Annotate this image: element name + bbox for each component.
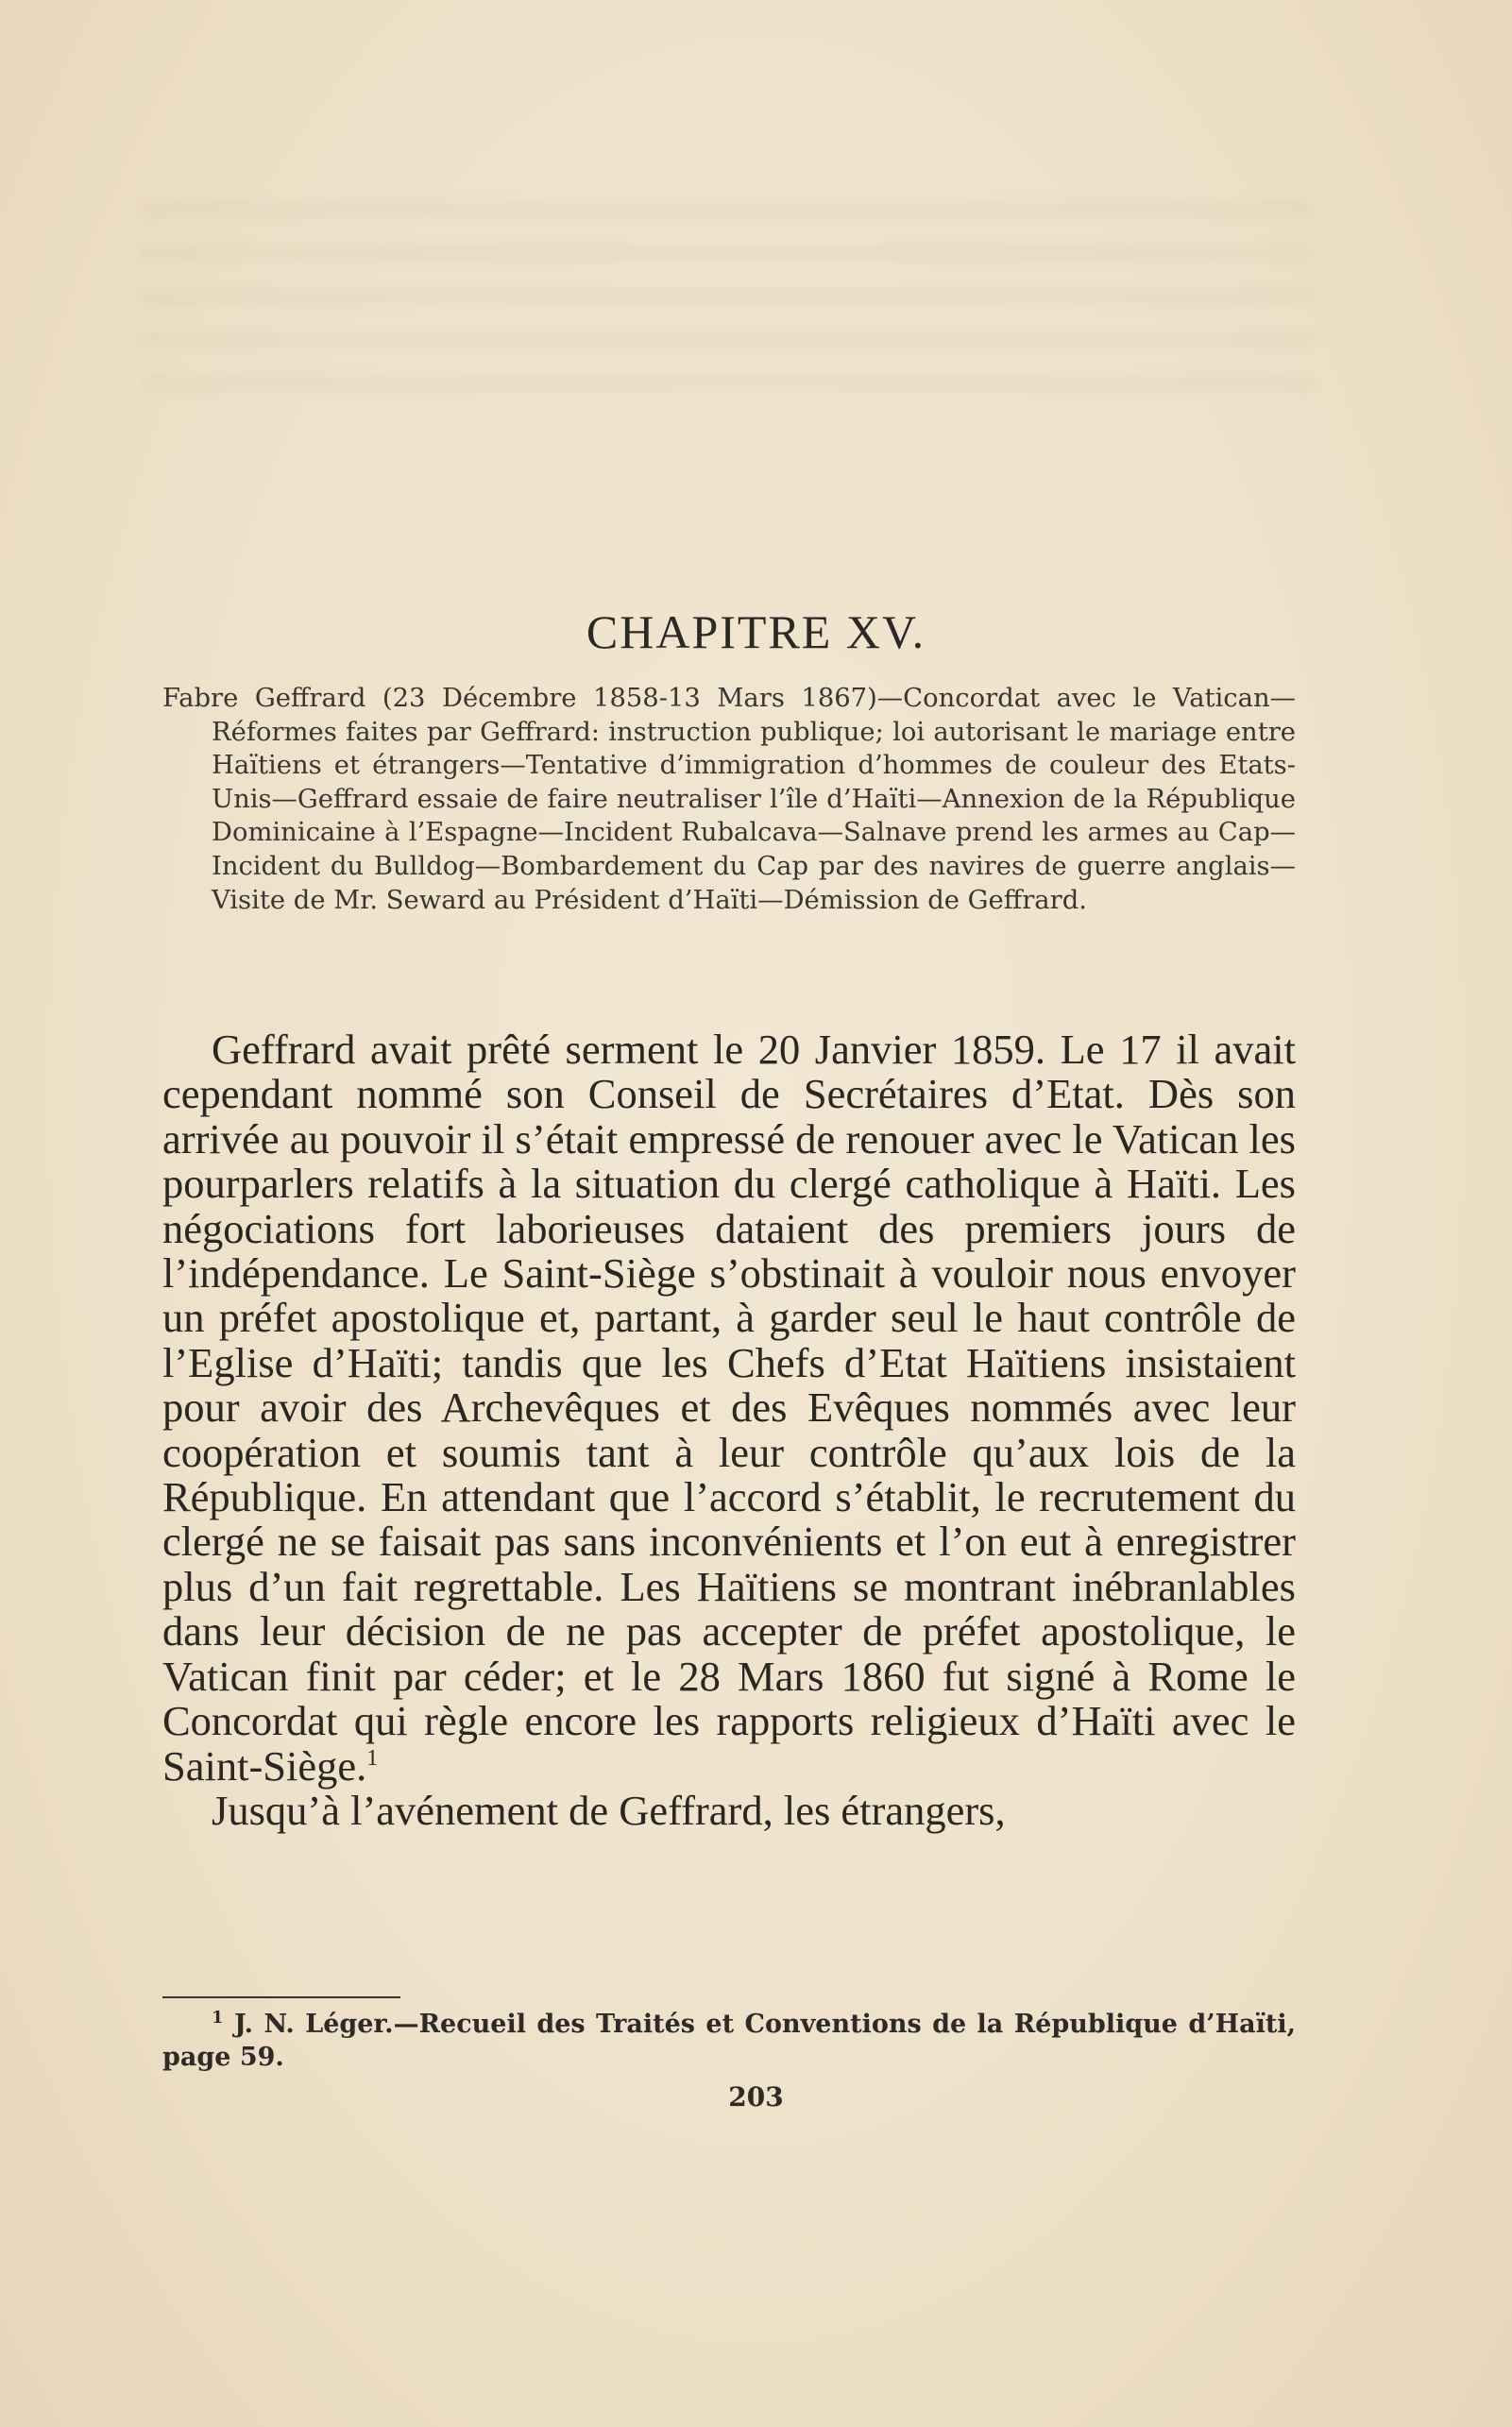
chapter-summary-text: Fabre Geffrard (23 Décembre 1858-13 Mars 1867)—Concordat avec le Vatican—Réformes faites par Geffrard: instruction publique; loi autorisant le mariage entre Haïtiens et étrangers—Tentative d’immigration d’hommes de couleur des Etats-Unis—Geffrard essaie de faire neutraliser l’île d’Haïti—Annexion de la République Dominicaine à l’Espagne—Incident Rubalcava—Salnave prend les armes au Cap—Incident du Bulldog—Bombardement du Cap par des navires de guerre anglais—Visite de Mr. Seward au Président d’Haïti—Démission de Geffrard. [162,684,1296,915]
chapter-title: CHAPITRE XV. [586,605,926,658]
footnote-marker: 1 [212,2008,224,2028]
paragraph-text: Geffrard avait prêté serment le 20 Janvier 1859. Le 17 il avait cependant nommé son Conseil de Secrétaires d’Etat. Dès son arrivée au pouvoir il s’était empressé de renouer avec le Vatican les pourparlers relatifs à la situation du clergé catholique à Haïti. Les négociations fort laborieuses dataient des premiers jours de l’indépendance. Le Saint-Siège s’obstinait à vouloir nous envoyer un préfet apostolique et, partant, à garder seul le haut contrôle de l’Eglise d’Haïti; tandis que les Chefs d’Etat Haïtiens insistaient pour avoir des Archevêques et des Evêques nommés avec leur coopération et soumis tant à leur contrôle qu’aux lois de la République. En attendant que l’accord s’établit, le recrutement du clergé ne se faisait pas sans inconvénients et l’on eut à enregistrer plus d’un fait regrettable. Les Haïtiens se montrant inébranlables dans leur décision de ne pas accepter de préfet apostolique, le Vatican finit par céder; et le 28 Mars 1860 fut signé à Rome le Concordat qui règle encore les rapports religieux d’Haïti avec le Saint-Siège. [162,1026,1296,1790]
page-number: 203 [728,2081,784,2113]
footnote [162,2008,1296,2074]
footnote-reference: 1 [366,1745,379,1771]
chapter-summary [162,682,1296,917]
footnote-text: J. N. Léger.—Recueil des Traités et Conventions de la République d’Haïti, page 59. [162,2010,1296,2072]
show-through-text [142,203,1313,411]
footnote-divider [162,1996,400,1998]
paragraph: Jusqu’à l’avénement de Geffrard, les étrangers, [212,1786,1006,1834]
main-text [162,1027,1296,1833]
paragraph [162,1027,1296,1789]
